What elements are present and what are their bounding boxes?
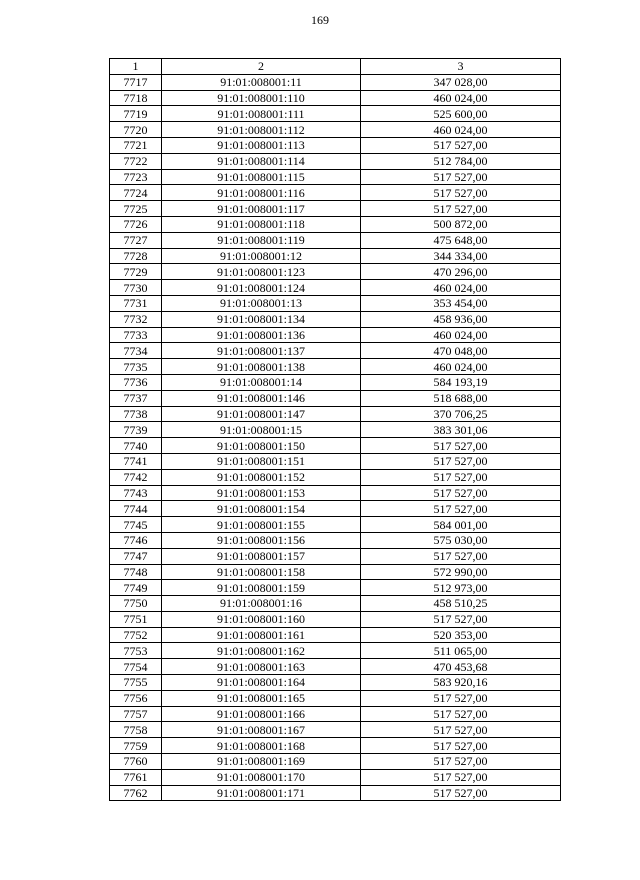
row-number-cell: 7749	[110, 580, 162, 596]
value-cell: 511 065,00	[361, 643, 561, 659]
row-number-cell: 7737	[110, 390, 162, 406]
row-number-cell: 7729	[110, 264, 162, 280]
column-header-2: 2	[162, 59, 361, 75]
value-cell: 470 453,68	[361, 659, 561, 675]
row-number-cell: 7726	[110, 216, 162, 232]
cadastral-number-cell: 91:01:008001:170	[162, 769, 361, 785]
cadastral-number-cell: 91:01:008001:161	[162, 627, 361, 643]
table-row	[110, 201, 561, 217]
cadastral-number-cell: 91:01:008001:150	[162, 438, 361, 454]
cadastral-number-cell: 91:01:008001:111	[162, 106, 361, 122]
row-number-cell: 7732	[110, 311, 162, 327]
row-number-cell: 7762	[110, 785, 162, 801]
table-row	[110, 374, 561, 390]
cadastral-number-cell: 91:01:008001:167	[162, 722, 361, 738]
row-number-cell: 7744	[110, 501, 162, 517]
cadastral-number-cell: 91:01:008001:16	[162, 596, 361, 612]
column-header-1: 1	[110, 59, 162, 75]
value-cell: 475 648,00	[361, 232, 561, 248]
table-row	[110, 564, 561, 580]
table-row	[110, 264, 561, 280]
value-cell: 517 527,00	[361, 769, 561, 785]
row-number-cell: 7735	[110, 359, 162, 375]
row-number-cell: 7761	[110, 769, 162, 785]
cadastral-number-cell: 91:01:008001:168	[162, 738, 361, 754]
value-cell: 517 527,00	[361, 690, 561, 706]
table-row	[110, 690, 561, 706]
cadastral-number-cell: 91:01:008001:159	[162, 580, 361, 596]
table-row	[110, 769, 561, 785]
value-cell: 584 193,19	[361, 374, 561, 390]
cadastral-number-cell: 91:01:008001:136	[162, 327, 361, 343]
table-row	[110, 390, 561, 406]
table-row	[110, 343, 561, 359]
table-row	[110, 185, 561, 201]
cadastral-number-cell: 91:01:008001:169	[162, 754, 361, 770]
value-cell: 470 296,00	[361, 264, 561, 280]
value-cell: 512 784,00	[361, 153, 561, 169]
cadastral-number-cell: 91:01:008001:155	[162, 517, 361, 533]
table-row	[110, 738, 561, 754]
value-cell: 525 600,00	[361, 106, 561, 122]
row-number-cell: 7724	[110, 185, 162, 201]
table-row	[110, 280, 561, 296]
row-number-cell: 7755	[110, 675, 162, 691]
cadastral-number-cell: 91:01:008001:118	[162, 216, 361, 232]
value-cell: 572 990,00	[361, 564, 561, 580]
table-row	[110, 153, 561, 169]
table-row	[110, 580, 561, 596]
cadastral-number-cell: 91:01:008001:160	[162, 611, 361, 627]
row-number-cell: 7741	[110, 453, 162, 469]
table-row	[110, 675, 561, 691]
table-row	[110, 501, 561, 517]
row-number-cell: 7719	[110, 106, 162, 122]
cadastral-number-cell: 91:01:008001:15	[162, 422, 361, 438]
table-row	[110, 232, 561, 248]
table-row	[110, 295, 561, 311]
value-cell: 517 527,00	[361, 438, 561, 454]
value-cell: 517 527,00	[361, 738, 561, 754]
column-header-3: 3	[361, 59, 561, 75]
cadastral-number-cell: 91:01:008001:114	[162, 153, 361, 169]
row-number-cell: 7756	[110, 690, 162, 706]
value-cell: 517 527,00	[361, 706, 561, 722]
table-row	[110, 90, 561, 106]
table-row	[110, 169, 561, 185]
row-number-cell: 7751	[110, 611, 162, 627]
value-cell: 517 527,00	[361, 501, 561, 517]
value-cell: 460 024,00	[361, 122, 561, 138]
row-number-cell: 7748	[110, 564, 162, 580]
table-row	[110, 406, 561, 422]
page-number: 169	[311, 13, 329, 27]
table-row	[110, 137, 561, 153]
table-row	[110, 311, 561, 327]
value-cell: 517 527,00	[361, 722, 561, 738]
cadastral-number-cell: 91:01:008001:115	[162, 169, 361, 185]
cadastral-number-cell: 91:01:008001:113	[162, 137, 361, 153]
cadastral-number-cell: 91:01:008001:154	[162, 501, 361, 517]
cadastral-number-cell: 91:01:008001:146	[162, 390, 361, 406]
table-row	[110, 216, 561, 232]
value-cell: 347 028,00	[361, 74, 561, 90]
cadastral-number-cell: 91:01:008001:134	[162, 311, 361, 327]
cadastral-number-cell: 91:01:008001:117	[162, 201, 361, 217]
value-cell: 575 030,00	[361, 532, 561, 548]
cadastral-number-cell: 91:01:008001:138	[162, 359, 361, 375]
cadastral-number-cell: 91:01:008001:13	[162, 295, 361, 311]
table-row	[110, 596, 561, 612]
table-row	[110, 485, 561, 501]
value-cell: 460 024,00	[361, 280, 561, 296]
table-row	[110, 722, 561, 738]
cadastral-number-cell: 91:01:008001:123	[162, 264, 361, 280]
row-number-cell: 7721	[110, 137, 162, 153]
value-cell: 517 527,00	[361, 201, 561, 217]
value-cell: 460 024,00	[361, 90, 561, 106]
value-cell: 353 454,00	[361, 295, 561, 311]
table-header-row	[110, 59, 561, 75]
cadastral-number-cell: 91:01:008001:166	[162, 706, 361, 722]
value-cell: 518 688,00	[361, 390, 561, 406]
row-number-cell: 7733	[110, 327, 162, 343]
table-row	[110, 469, 561, 485]
value-cell: 458 936,00	[361, 311, 561, 327]
cadastral-number-cell: 91:01:008001:11	[162, 74, 361, 90]
cadastral-number-cell: 91:01:008001:116	[162, 185, 361, 201]
value-cell: 517 527,00	[361, 453, 561, 469]
value-cell: 584 001,00	[361, 517, 561, 533]
table-row	[110, 627, 561, 643]
table-row	[110, 327, 561, 343]
row-number-cell: 7736	[110, 374, 162, 390]
value-cell: 460 024,00	[361, 327, 561, 343]
row-number-cell: 7723	[110, 169, 162, 185]
row-number-cell: 7753	[110, 643, 162, 659]
registry-table	[109, 58, 561, 801]
table-row	[110, 422, 561, 438]
table-row	[110, 659, 561, 675]
value-cell: 520 353,00	[361, 627, 561, 643]
table-row	[110, 643, 561, 659]
value-cell: 583 920,16	[361, 675, 561, 691]
cadastral-number-cell: 91:01:008001:162	[162, 643, 361, 659]
value-cell: 517 527,00	[361, 485, 561, 501]
value-cell: 517 527,00	[361, 169, 561, 185]
row-number-cell: 7752	[110, 627, 162, 643]
cadastral-number-cell: 91:01:008001:164	[162, 675, 361, 691]
value-cell: 512 973,00	[361, 580, 561, 596]
table-row	[110, 74, 561, 90]
value-cell: 460 024,00	[361, 359, 561, 375]
cadastral-number-cell: 91:01:008001:12	[162, 248, 361, 264]
table-body	[110, 74, 561, 801]
cadastral-number-cell: 91:01:008001:14	[162, 374, 361, 390]
row-number-cell: 7722	[110, 153, 162, 169]
row-number-cell: 7734	[110, 343, 162, 359]
value-cell: 517 527,00	[361, 185, 561, 201]
value-cell: 517 527,00	[361, 137, 561, 153]
row-number-cell: 7728	[110, 248, 162, 264]
row-number-cell: 7738	[110, 406, 162, 422]
table-row	[110, 754, 561, 770]
row-number-cell: 7745	[110, 517, 162, 533]
table-row	[110, 706, 561, 722]
cadastral-number-cell: 91:01:008001:171	[162, 785, 361, 801]
row-number-cell: 7727	[110, 232, 162, 248]
row-number-cell: 7717	[110, 74, 162, 90]
table-row	[110, 785, 561, 801]
row-number-cell: 7718	[110, 90, 162, 106]
row-number-cell: 7750	[110, 596, 162, 612]
cadastral-number-cell: 91:01:008001:163	[162, 659, 361, 675]
row-number-cell: 7740	[110, 438, 162, 454]
table-row	[110, 248, 561, 264]
row-number-cell: 7746	[110, 532, 162, 548]
cadastral-number-cell: 91:01:008001:137	[162, 343, 361, 359]
value-cell: 517 527,00	[361, 548, 561, 564]
row-number-cell: 7757	[110, 706, 162, 722]
cadastral-number-cell: 91:01:008001:153	[162, 485, 361, 501]
table-row	[110, 517, 561, 533]
row-number-cell: 7720	[110, 122, 162, 138]
row-number-cell: 7725	[110, 201, 162, 217]
value-cell: 470 048,00	[361, 343, 561, 359]
cadastral-number-cell: 91:01:008001:158	[162, 564, 361, 580]
row-number-cell: 7760	[110, 754, 162, 770]
row-number-cell: 7743	[110, 485, 162, 501]
table-row	[110, 548, 561, 564]
row-number-cell: 7758	[110, 722, 162, 738]
value-cell: 517 527,00	[361, 785, 561, 801]
row-number-cell: 7730	[110, 280, 162, 296]
table-row	[110, 438, 561, 454]
cadastral-number-cell: 91:01:008001:110	[162, 90, 361, 106]
row-number-cell: 7739	[110, 422, 162, 438]
value-cell: 517 527,00	[361, 469, 561, 485]
table-row	[110, 532, 561, 548]
table-row	[110, 453, 561, 469]
table-row	[110, 122, 561, 138]
value-cell: 383 301,06	[361, 422, 561, 438]
cadastral-number-cell: 91:01:008001:147	[162, 406, 361, 422]
cadastral-number-cell: 91:01:008001:156	[162, 532, 361, 548]
row-number-cell: 7747	[110, 548, 162, 564]
row-number-cell: 7754	[110, 659, 162, 675]
cadastral-number-cell: 91:01:008001:124	[162, 280, 361, 296]
cadastral-number-cell: 91:01:008001:157	[162, 548, 361, 564]
row-number-cell: 7731	[110, 295, 162, 311]
table-row	[110, 611, 561, 627]
cadastral-number-cell: 91:01:008001:151	[162, 453, 361, 469]
cadastral-number-cell: 91:01:008001:152	[162, 469, 361, 485]
table-row	[110, 106, 561, 122]
value-cell: 517 527,00	[361, 754, 561, 770]
table-row	[110, 359, 561, 375]
cadastral-number-cell: 91:01:008001:112	[162, 122, 361, 138]
cadastral-number-cell: 91:01:008001:119	[162, 232, 361, 248]
value-cell: 370 706,25	[361, 406, 561, 422]
value-cell: 344 334,00	[361, 248, 561, 264]
row-number-cell: 7759	[110, 738, 162, 754]
value-cell: 458 510,25	[361, 596, 561, 612]
cadastral-number-cell: 91:01:008001:165	[162, 690, 361, 706]
value-cell: 500 872,00	[361, 216, 561, 232]
value-cell: 517 527,00	[361, 611, 561, 627]
row-number-cell: 7742	[110, 469, 162, 485]
